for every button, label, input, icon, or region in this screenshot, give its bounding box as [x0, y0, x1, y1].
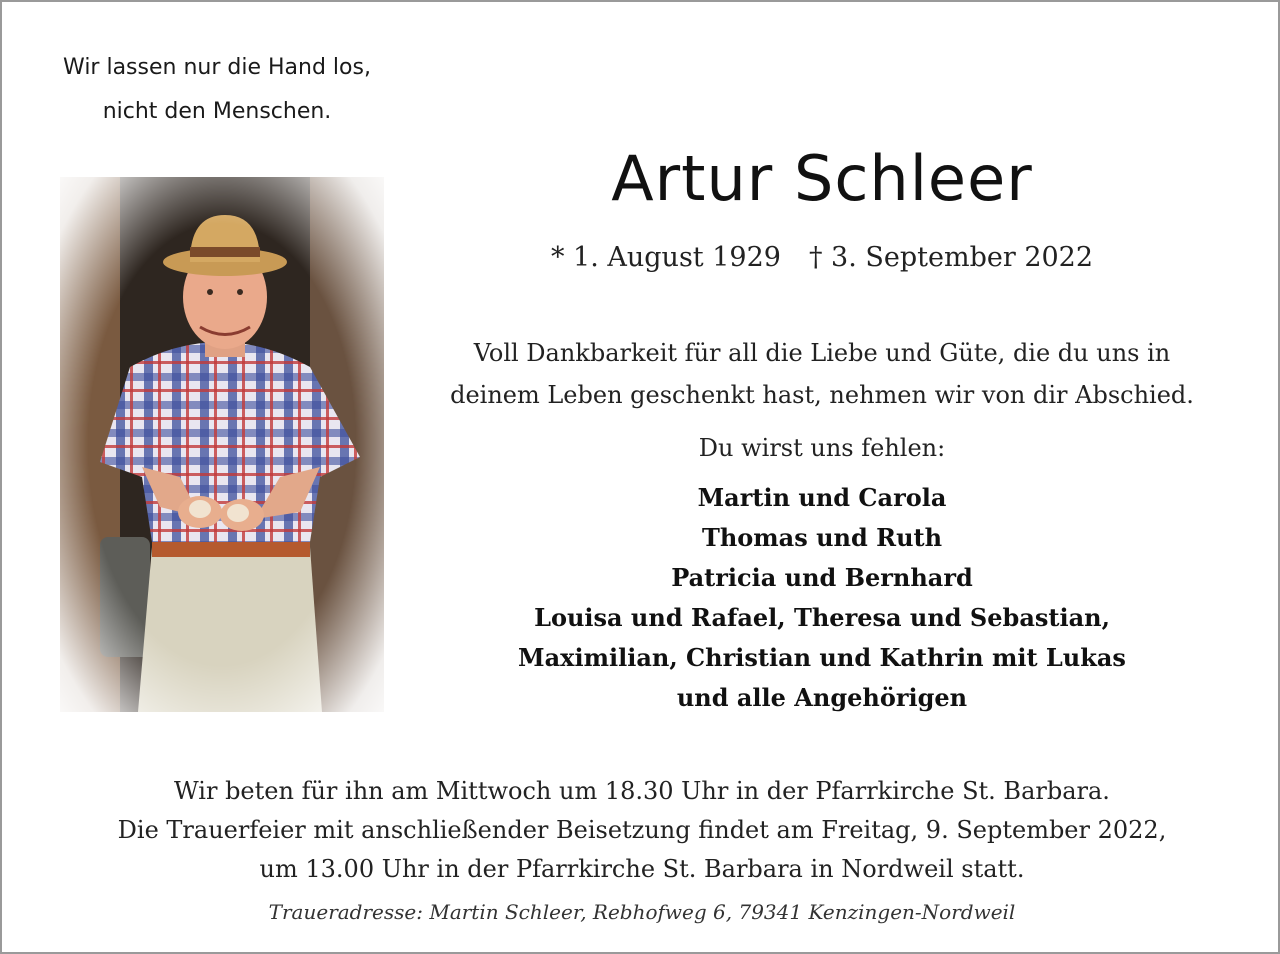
family-line: und alle Angehörigen: [676, 683, 968, 712]
gratitude-text: [402, 332, 1242, 416]
motto: [2, 46, 432, 134]
motto-line-1: Wir lassen nur die Hand los,: [63, 55, 371, 80]
portrait-photo: [60, 177, 384, 712]
service-info: [22, 772, 1262, 889]
family-list: [402, 478, 1242, 718]
service-line-3: um 13.00 Uhr in der Pfarrkirche St. Barbara in Nordweil statt.: [259, 855, 1025, 883]
family-line: Maximilian, Christian und Kathrin mit Lukas: [518, 643, 1126, 672]
gratitude-line-2: deinem Leben geschenkt hast, nehmen wir von dir Abschied.: [450, 381, 1194, 409]
birth-date: * 1. August 1929: [550, 242, 781, 273]
mourning-address: Traueradresse: Martin Schleer, Rebhofweg 6, 79341 Kenzingen-Nordweil: [268, 900, 1016, 924]
family-line: Thomas und Ruth: [701, 523, 943, 552]
death-date: † 3. September 2022: [808, 242, 1094, 273]
deceased-name: Artur Schleer: [611, 142, 1033, 215]
family-line: Martin und Carola: [697, 483, 947, 512]
gratitude-line-1: Voll Dankbarkeit für all die Liebe und Güte, die du uns in: [473, 339, 1171, 367]
service-line-1: Wir beten für ihn am Mittwoch um 18.30 Uhr in der Pfarrkirche St. Barbara.: [174, 777, 1110, 805]
family-line: Patricia und Bernhard: [671, 563, 973, 592]
family-line: Louisa und Rafael, Theresa und Sebastian,: [534, 603, 1110, 632]
life-dates: [422, 242, 1222, 273]
service-line-2: Die Trauerfeier mit anschließender Beisetzung findet am Freitag, 9. September 2022,: [117, 816, 1167, 844]
motto-line-2: nicht den Menschen.: [102, 99, 332, 124]
missing-you-text: Du wirst uns fehlen:: [698, 434, 946, 462]
